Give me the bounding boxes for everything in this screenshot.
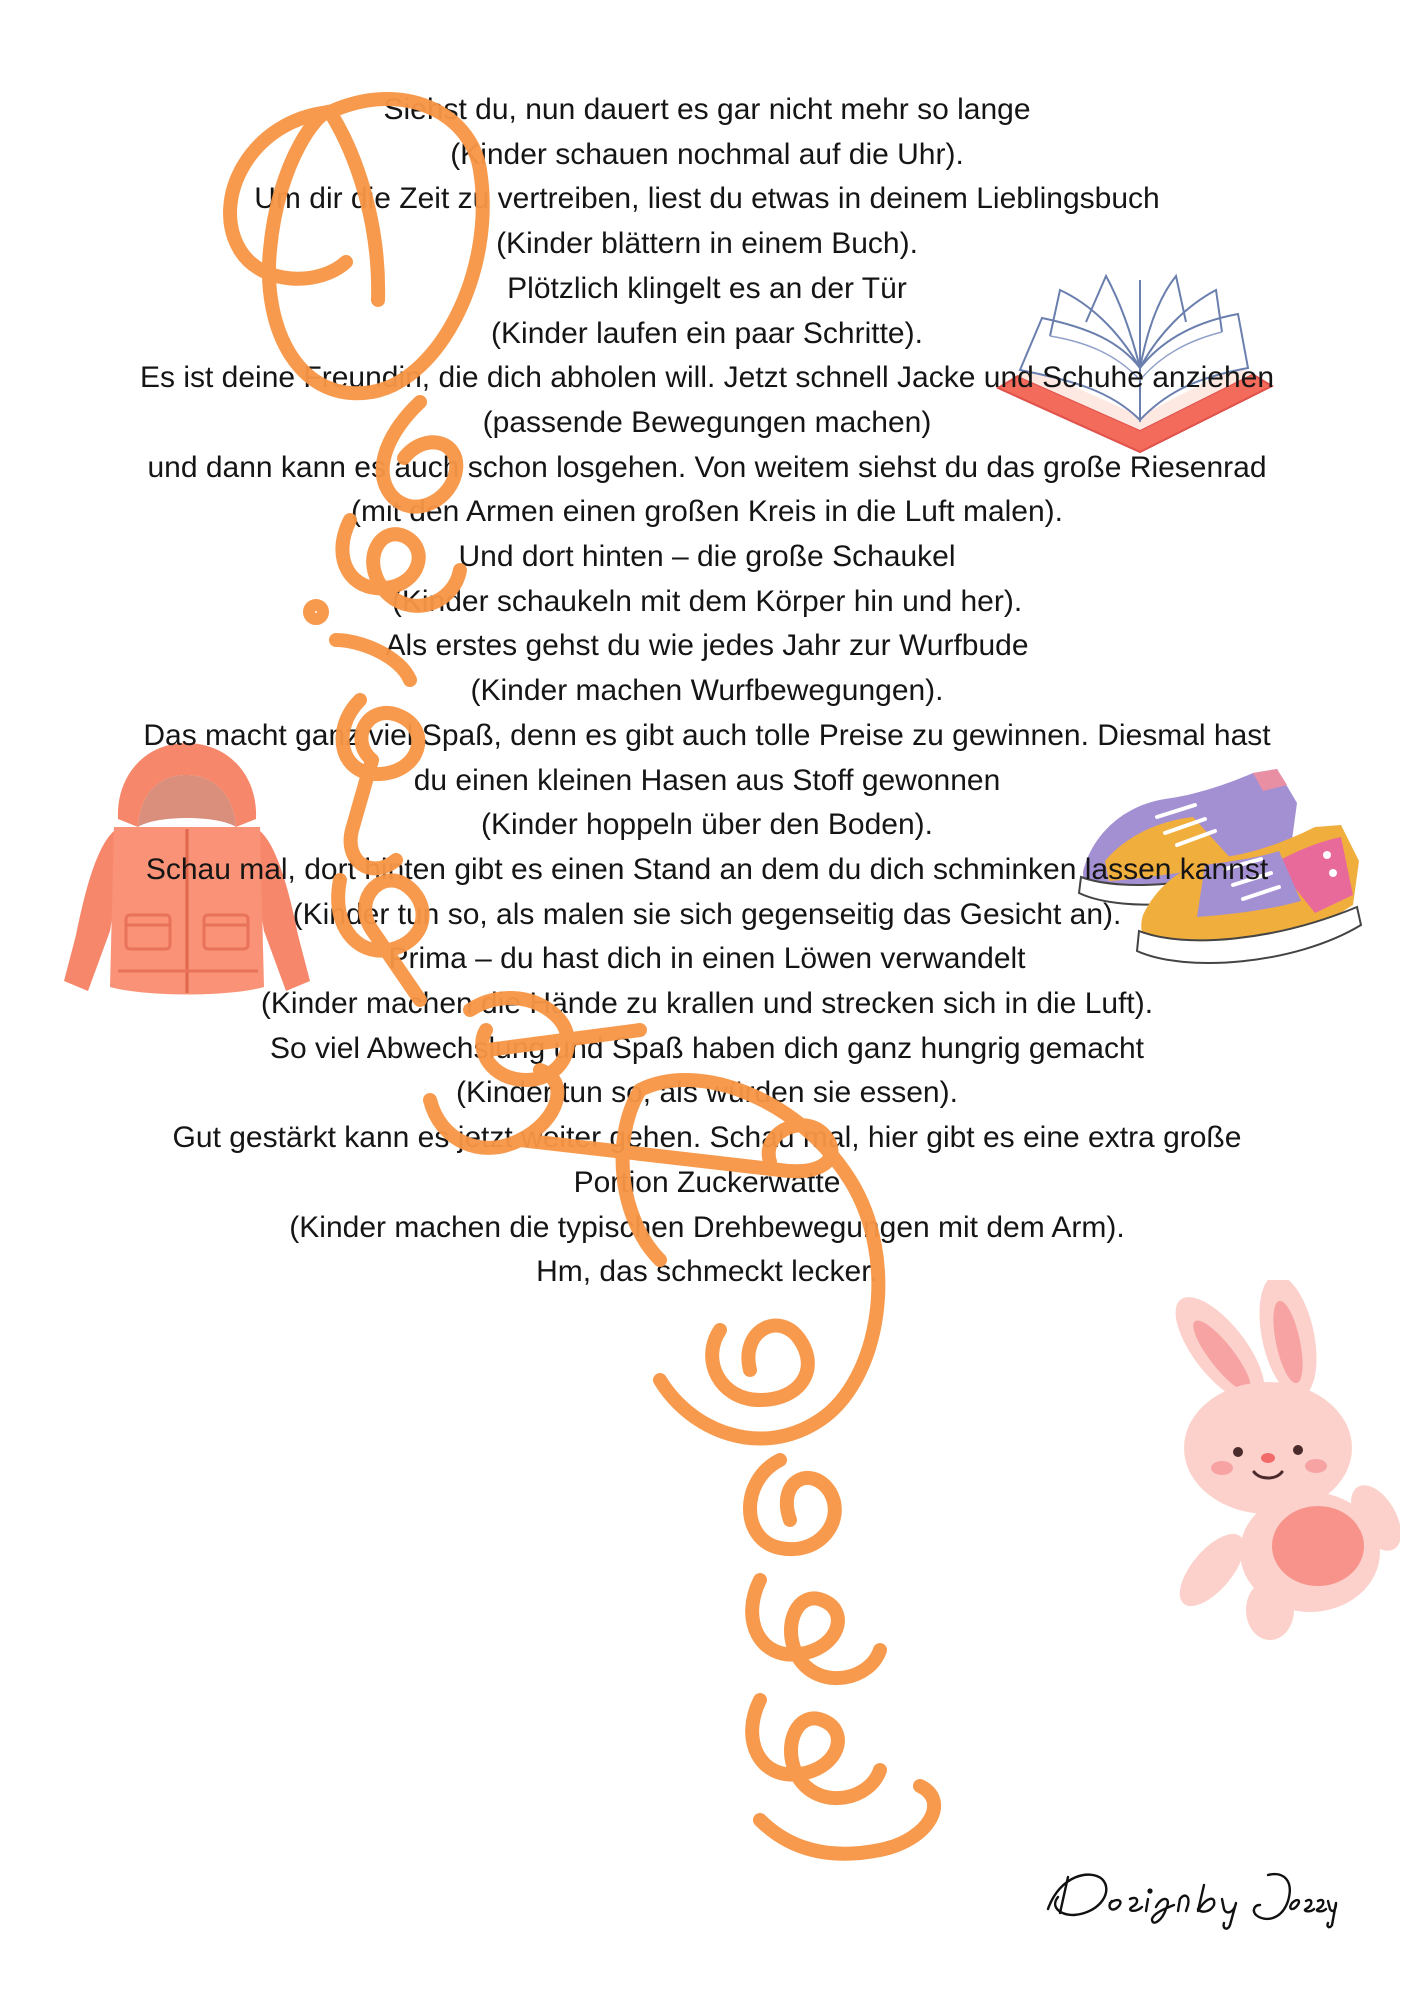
text-line: Schau mal, dort hinten gibt es einen Stand an dem du dich schminken lassen kannst	[145, 852, 1269, 886]
text-line: (Kinder tun so, als malen sie sich gegenseitig das Gesicht an).	[292, 897, 1122, 931]
text-line: So viel Abwechslung und Spaß haben dich ganz hungrig gemacht	[270, 1031, 1144, 1065]
story-text	[60, 88, 1354, 1295]
text-line: (Kinder schauen nochmal auf die Uhr).	[450, 137, 964, 171]
signature-logo	[1040, 1855, 1340, 1935]
text-line: (Kinder schaukeln mit dem Körper hin und her).	[391, 584, 1023, 618]
text-line: (passende Bewegungen machen)	[482, 405, 932, 439]
text-line: (Kinder machen Wurfbewegungen).	[470, 674, 944, 708]
text-line: Prima – du hast dich in einen Löwen verwandelt	[388, 942, 1026, 976]
text-line: (Kinder tun so, als würden sie essen).	[456, 1076, 958, 1110]
text-line: (Kinder machen die typischen Drehbewegungen mit dem Arm).	[289, 1210, 1125, 1244]
text-line: Portion Zuckerwatte	[573, 1165, 841, 1199]
text-line: Das macht ganz viel Spaß, denn es gibt auch tolle Preise zu gewinnen. Diesmal hast	[143, 718, 1271, 752]
text-line: (Kinder blättern in einem Buch).	[496, 227, 918, 261]
text-line: und dann kann es auch schon losgehen. Von weitem siehst du das große Riesenrad	[147, 450, 1267, 484]
text-line: Hm, das schmeckt lecker.	[536, 1255, 878, 1289]
text-line: (Kinder hoppeln über den Boden).	[481, 808, 933, 842]
text-line: Und dort hinten – die große Schaukel	[458, 540, 956, 574]
text-line: Als erstes gehst du wie jedes Jahr zur Wurfbude	[385, 629, 1029, 663]
text-line: Es ist deine Freundin, die dich abholen will. Jetzt schnell Jacke und Schuhe anziehen	[139, 361, 1275, 395]
text-line: du einen kleinen Hasen aus Stoff gewonnen	[413, 763, 1001, 797]
text-line: Plötzlich klingelt es an der Tür	[507, 271, 907, 305]
stuffed-bunny-icon	[1150, 1280, 1400, 1640]
text-line: Siehst du, nun dauert es gar nicht mehr so lange	[383, 93, 1031, 126]
text-line: (Kinder machen die Hände zu krallen und strecken sich in die Luft).	[260, 987, 1154, 1021]
text-line: (Kinder laufen ein paar Schritte).	[491, 316, 923, 350]
text-line: Gut gestärkt kann es jetzt weiter gehen. Schau mal, hier gibt es eine extra große	[172, 1121, 1242, 1155]
text-line: Um dir die Zeit zu vertreiben, liest du etwas in deinem Lieblingsbuch	[254, 182, 1160, 216]
text-line: (mit den Armen einen großen Kreis in die Luft malen).	[350, 495, 1064, 529]
